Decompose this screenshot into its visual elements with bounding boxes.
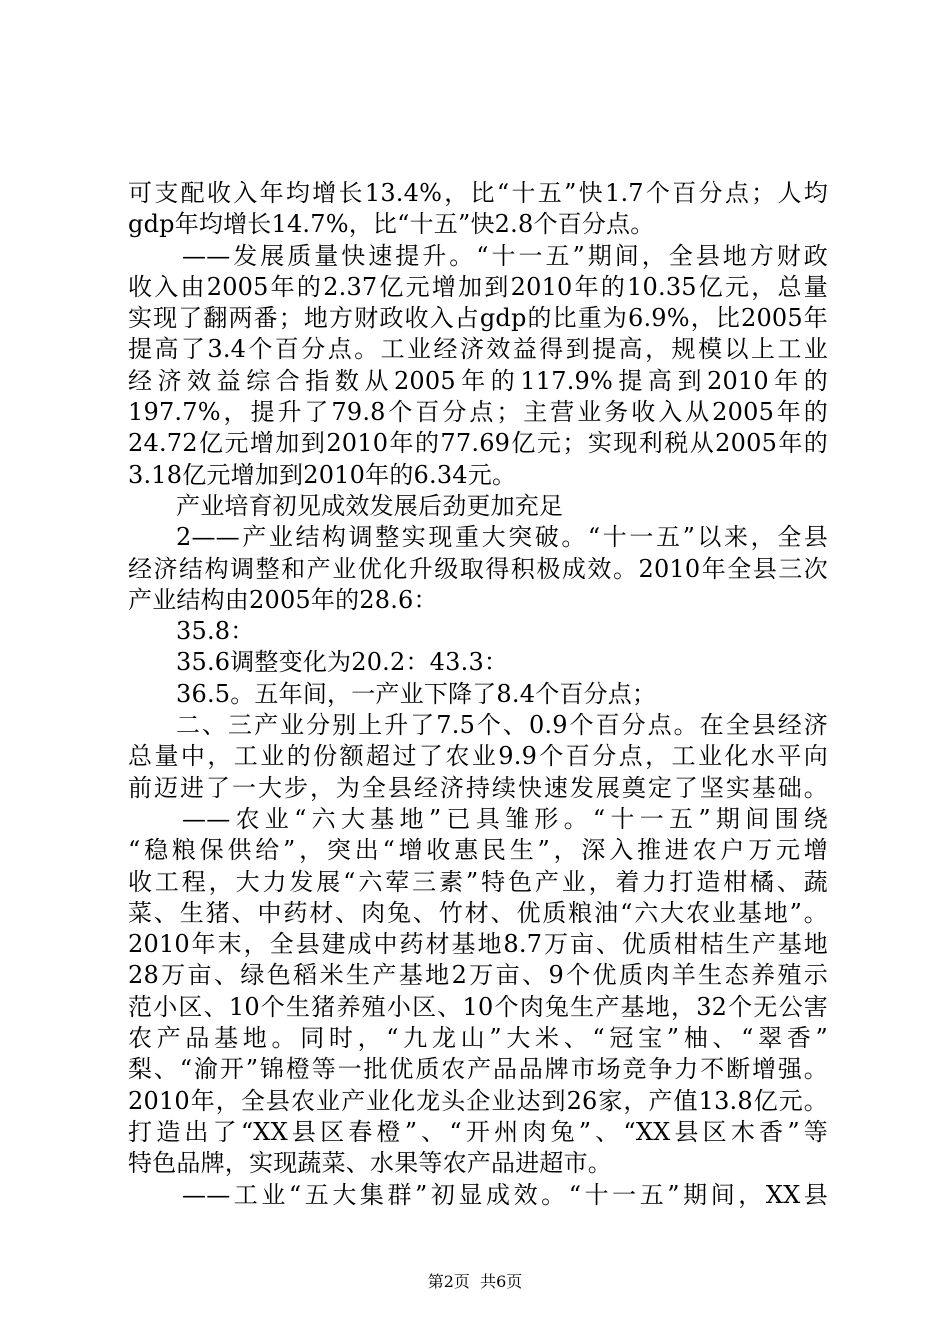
text-line: 产业结构由2005年的28.6： [128,585,438,614]
text-line: 35.6调整变化为20.2：43.3： [176,648,509,677]
text-line: 28万亩、绿色稻米生产基地2万亩、9个优质肉羊生态养殖示 [128,961,828,990]
text-line: 提高了3.4个百分点。工业经济效益得到提高，规模以上工业 [128,335,828,364]
text-line: 特色品牌，实现蔬菜、水果等农产品进超市。 [128,1149,612,1178]
text-line: gdp年均增长14.7%，比“十五”快2.8个百分点。 [128,210,655,239]
text-line: 菜、生猪、中药材、肉兔、竹材、优质粮油“六大农业基地”。 [128,898,828,927]
text-line: 2010年，全县农业产业化龙头企业达到26家，产值13.8亿元。 [128,1086,828,1115]
text-line: 二、三产业分别上升了7.5个、0.9个百分点。在全县经济 [176,711,828,740]
text-line: 收入由2005年的2.37亿元增加到2010年的10.35亿元，总量 [128,272,828,301]
text-line: ——农业“六大基地”已具雏形。“十一五”期间围绕 [182,804,828,833]
text-line: 收工程，大力发展“六荤三素”特色产业，着力打造柑橘、蔬 [128,867,828,896]
text-line: 总量中，工业的份额超过了农业9.9个百分点，工业化水平向 [128,742,828,771]
text-line: 实现了翻两番；地方财政收入占gdp的比重为6.9%，比2005年 [128,304,828,333]
document-body [128,178,828,1211]
text-line: 36.5。五年间，一产业下降了8.4个百分点； [176,679,657,708]
text-line: 经济结构调整和产业优化升级取得积极成效。2010年全县三次 [128,554,828,583]
text-line: 2010年末，全县建成中药材基地8.7万亩、优质柑桔生产基地 [128,930,828,959]
text-line: 可支配收入年均增长13.4%，比“十五”快1.7个百分点；人均 [128,179,828,207]
text-line: 经济效益综合指数从2005年的117.9%提高到2010年的 [128,366,828,395]
text-line: 197.7%，提升了79.8个百分点；主营业务收入从2005年的 [128,398,828,427]
text-line: 前迈进了一大步，为全县经济持续快速发展奠定了坚实基础。 [128,773,828,802]
text-line: 2——产业结构调整实现重大突破。“十一五”以来，全县 [176,523,828,552]
text-line: 35.8： [176,617,255,646]
page-number-footer: 第2页 共6页 [427,1272,523,1291]
text-line: 农产品基地。同时，“九龙山”大米、“冠宝”柚、“翠香” [128,1024,828,1053]
text-line: 梨、“渝开”锦橙等一批优质农产品品牌市场竞争力不断增强。 [128,1055,828,1084]
text-line: 范小区、10个生猪养殖小区、10个肉兔生产基地，32个无公害 [128,992,828,1021]
text-line: 产业培育初见成效发展后劲更加充足 [176,491,564,520]
text-line: 3.18亿元增加到2010年的6.34元。 [128,460,517,489]
text-line: 打造出了“XX县区春橙”、“开州肉兔”、“XX县区木香”等 [128,1117,828,1146]
text-line: ——工业“五大集群”初显成效。“十一五”期间，XX县 [182,1180,828,1209]
text-line: 24.72亿元增加到2010年的77.69亿元；实现利税从2005年的 [128,429,828,458]
text-line: “稳粮保供给”，突出“增收惠民生”，深入推进农户万元增 [128,836,828,865]
text-line: ——发展质量快速提升。“十一五”期间，全县地方财政 [182,241,828,270]
